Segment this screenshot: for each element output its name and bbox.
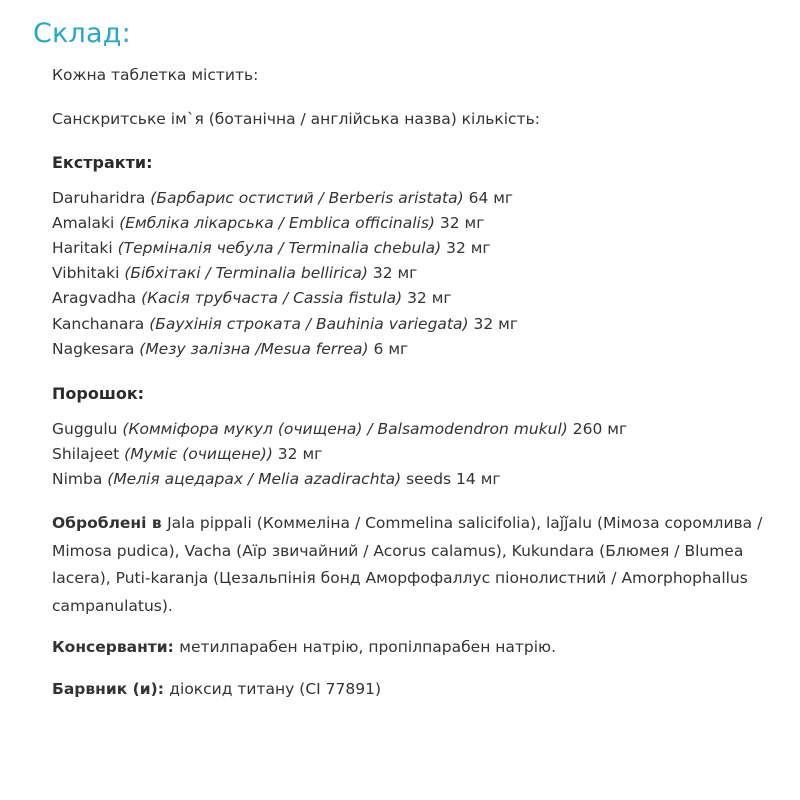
ingredient-name: Nagkesara — [52, 339, 140, 358]
list-item — [52, 211, 770, 236]
ingredient-name: Aragvadha — [52, 289, 142, 308]
ingredient-latin: (Барбарис остистий / Berberis aristata) — [150, 189, 464, 208]
intro-line-2: Санскритське ім`я (ботанічна / англійська назва) кількість: — [52, 110, 540, 129]
ingredient-latin: (Бібхітакі / Terminalia bellirica) — [124, 264, 368, 283]
colorant-label: Барвник (и): — [52, 680, 170, 699]
ingredient-name: Shilajeet — [52, 444, 125, 463]
powder-list — [30, 417, 770, 492]
ingredient-name: Amalaki — [52, 214, 120, 233]
colorant-text: діоксид титану (CI 77891) — [169, 680, 381, 699]
preservatives-text: метилпарабен натрію, пропілпарабен натрію. — [179, 638, 557, 657]
ingredient-amount: 32 мг — [367, 264, 418, 283]
processed-text: Jala pippali (Коммеліна / Commelina salicifolia), laǰǰalu (Мімоза соромлива / Mimosa pudica), Vacha (Аїр звичайний / Acorus calamus), Kukundara (Блюмея / Blumea lacera), Puti-karanja (Цезальпінія бонд Аморфофаллус піонолистний / Amorphophallus campanulatus). — [52, 514, 763, 615]
preservatives-paragraph — [52, 634, 770, 662]
list-item — [52, 261, 770, 286]
ingredient-name: Vibhitaki — [52, 264, 125, 283]
list-item — [52, 467, 770, 492]
list-item — [52, 417, 770, 442]
ingredient-amount: 32 мг — [272, 444, 323, 463]
preservatives-label: Консерванти: — [52, 638, 180, 657]
page-title: Склад: — [33, 18, 131, 49]
intro-line-1: Кожна таблетка містить: — [52, 66, 259, 84]
list-item — [52, 337, 770, 362]
ingredient-latin: (Баухінія строката / Bauhinia variegata) — [149, 314, 469, 333]
ingredient-amount: 32 мг — [402, 289, 452, 308]
ingredient-name: Haritaki — [52, 239, 118, 258]
ingredient-amount: 32 мг — [441, 239, 491, 258]
ingredient-latin: (Касія трубчаста / Cassia fistula) — [141, 289, 403, 308]
list-item — [52, 286, 770, 311]
ingredient-amount: 6 мг — [368, 339, 409, 358]
ingredient-amount: 32 мг — [434, 214, 485, 233]
ingredient-amount: 64 мг — [463, 189, 514, 208]
ingredient-name: Nimba — [52, 470, 108, 489]
ingredient-latin: (Мезу залізна /Mesua ferrea) — [139, 339, 369, 358]
ingredient-name: Kanchanara — [52, 314, 150, 333]
ingredient-amount: 260 мг — [567, 419, 628, 438]
extracts-list — [30, 186, 770, 362]
ingredient-amount: 32 мг — [468, 314, 518, 333]
ingredient-latin: (Коммiфора мукул (очищена) / Balsamodendron mukul) — [122, 419, 568, 438]
ingredient-latin: (Мумiє (очищене)) — [124, 444, 273, 463]
processed-label: Оброблені в — [52, 514, 168, 533]
processed-paragraph — [52, 510, 770, 620]
ingredient-name: Guggulu — [52, 419, 123, 438]
ingredient-name: Daruharidra — [52, 189, 151, 208]
list-item — [52, 312, 770, 337]
ingredient-amount: seeds 14 мг — [401, 470, 501, 489]
section-heading-powder: Порошок: — [52, 383, 145, 403]
ingredient-latin: (Ембліка лікарська / Emblica officinalis) — [119, 214, 435, 233]
list-item — [52, 186, 770, 211]
section-heading-extracts: Екстракти: — [52, 153, 153, 173]
ingredient-latin: (Мелія ацедарах / Melia azadirachta) — [107, 470, 402, 489]
colorant-paragraph — [52, 676, 770, 704]
ingredient-latin: (Термiналiя чебула / Terminalia chebula) — [117, 239, 442, 258]
list-item — [52, 442, 770, 467]
list-item — [52, 236, 770, 261]
